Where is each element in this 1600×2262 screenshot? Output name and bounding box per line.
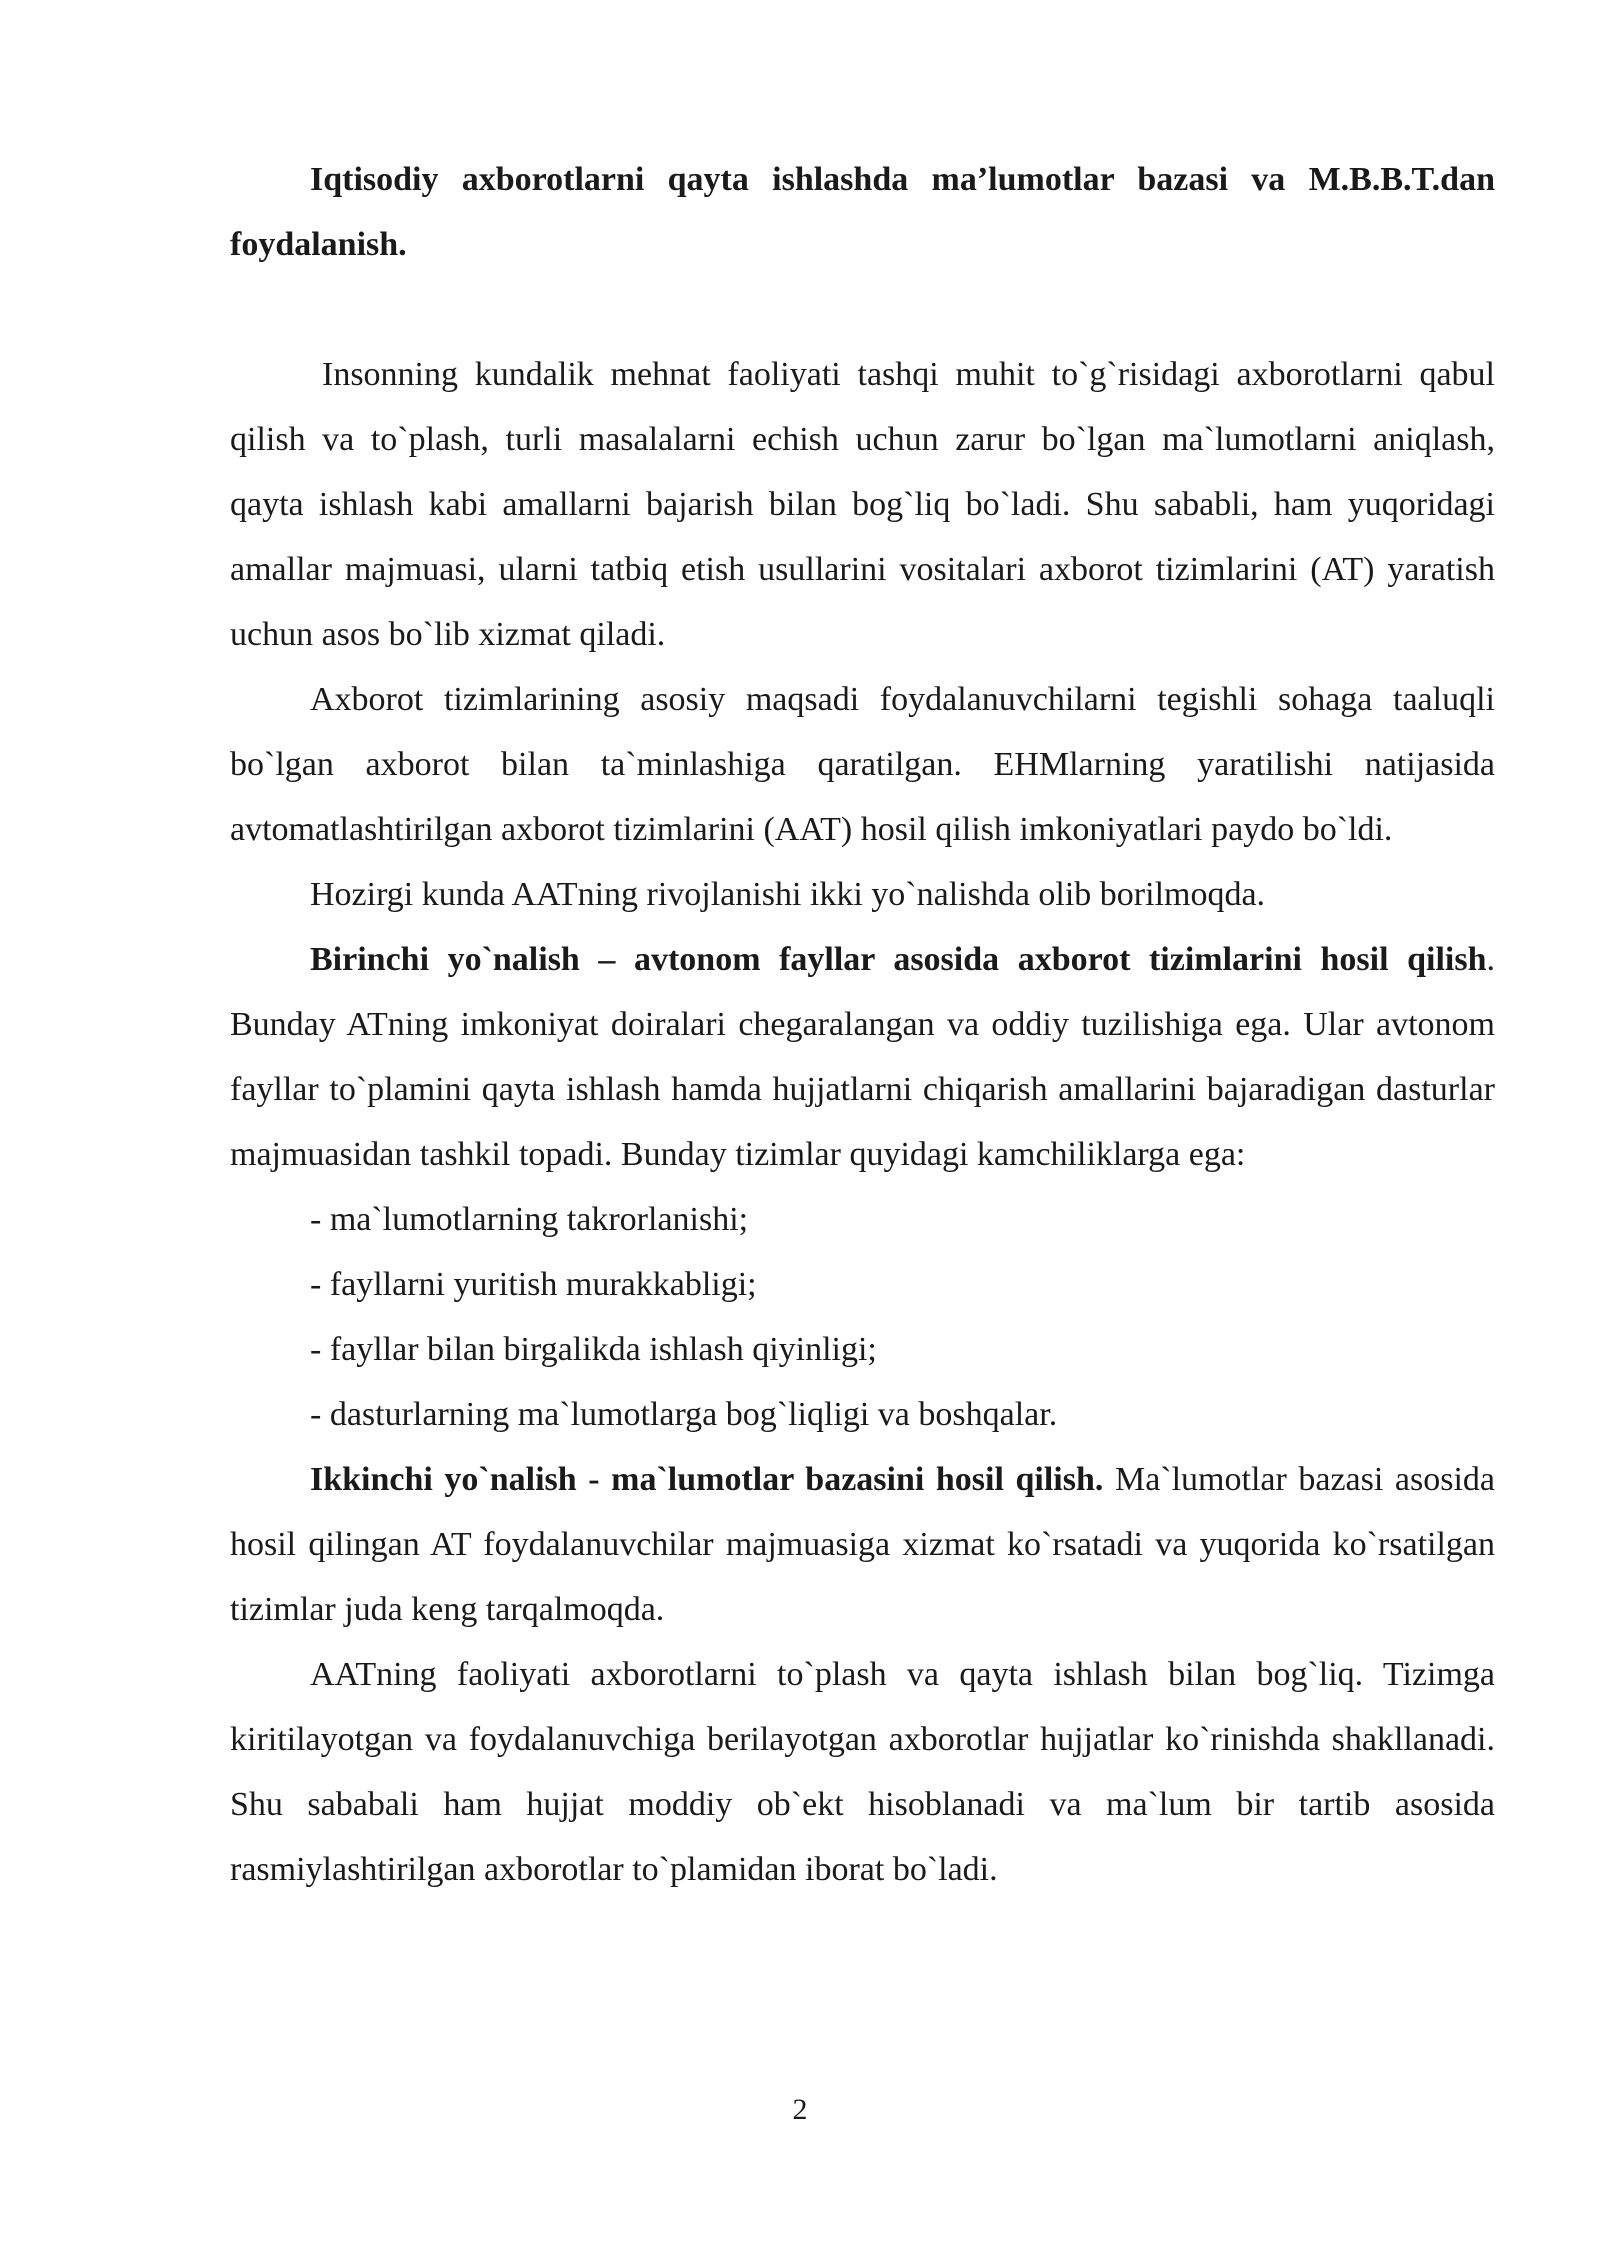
first-direction-text: . Bunday ATning imkoniyat doiralari chegaralangan va oddiy tuzilishiga ega. Ular avtonom fayllar to`plamini qayta ishlash hamda hujjatlarni chiqarish amallarini bajaradigan dasturlar majmuasidan tashkil topadi. Bunday tizimlar quyidagi kamchiliklarga ega: [230,941,1495,1173]
document-title: Iqtisodiy axborotlarni qayta ishlashda ma’lumotlar bazasi va M.B.B.T.dan foydalanish. [230,161,1495,263]
paragraph-purpose: Axborot tizimlarining asosiy maqsadi foydalanuvchilarni tegishli sohaga taaluqli bo`lgan axborot bilan ta`minlashiga qaratilgan. EHMlarning yaratilishi natijasida avtomatlashtirilgan axborot tizimlarini (AAT) hosil qilish imkoniyatlari paydo bo`ldi. [230,681,1495,848]
paragraph-first-direction [230,927,1495,1187]
paragraph-intro: Insonning kundalik mehnat faoliyati tashqi muhit to`g`risidagi axborotlarni qabul qilish va to`plash, turli masalalarni echish uchun zarur bo`lgan ma`lumotlarni aniqlash, qayta ishlash kabi amallarni bajarish bilan bog`liq bo`ladi. Shu sababli, ham yuqoridagi amallar majmuasi, ularni tatbiq etish usullarini vositalari axborot tizimlarini (AT) yaratish uchun asos bo`lib xizmat qiladi. [230,356,1495,653]
list-item: - ma`lumotlarning takrorlanishi; [310,1201,749,1238]
document-page [230,147,1495,1902]
paragraph-second-direction [230,1447,1495,1642]
list-item: - dasturlarning ma`lumotlarga bog`liqligi va boshqalar. [310,1396,1058,1433]
list-item: - fayllar bilan birgalikda ishlash qiyinligi; [310,1331,877,1368]
paragraph-aat-activity: AATning faoliyati axborotlarni to`plash va qayta ishlash bilan bog`liq. Tizimga kiritilayotgan va foydalanuvchiga berilayotgan axborotlar hujjatlar ko`rinishda shakllanadi. Shu sababali ham hujjat moddiy ob`ekt hisoblanadi va ma`lum bir tartib asosida rasmiylashtirilgan axborotlar to`plamidan iborat bo`ladi. [230,1656,1495,1888]
page-number: 2 [792,2093,808,2126]
second-direction-text: Ma`lumotlar bazasi asosida hosil qilingan AT foydalanuvchilar majmuasiga xizmat ko`rsatadi va yuqorida ko`rsatilgan tizimlar juda keng tarqalmoqda. [230,1461,1495,1628]
first-direction-heading: Birinchi yo`nalish – avtonom fayllar asosida axborot tizimlarini hosil qilish [310,941,1487,978]
list-item: - fayllarni yuritish murakkabligi; [310,1266,757,1303]
paragraph-directions: Hozirgi kunda AATning rivojlanishi ikki yo`nalishda olib borilmoqda. [310,876,1266,913]
second-direction-heading: Ikkinchi yo`nalish - ma`lumotlar bazasini hosil qilish. [310,1461,1104,1498]
